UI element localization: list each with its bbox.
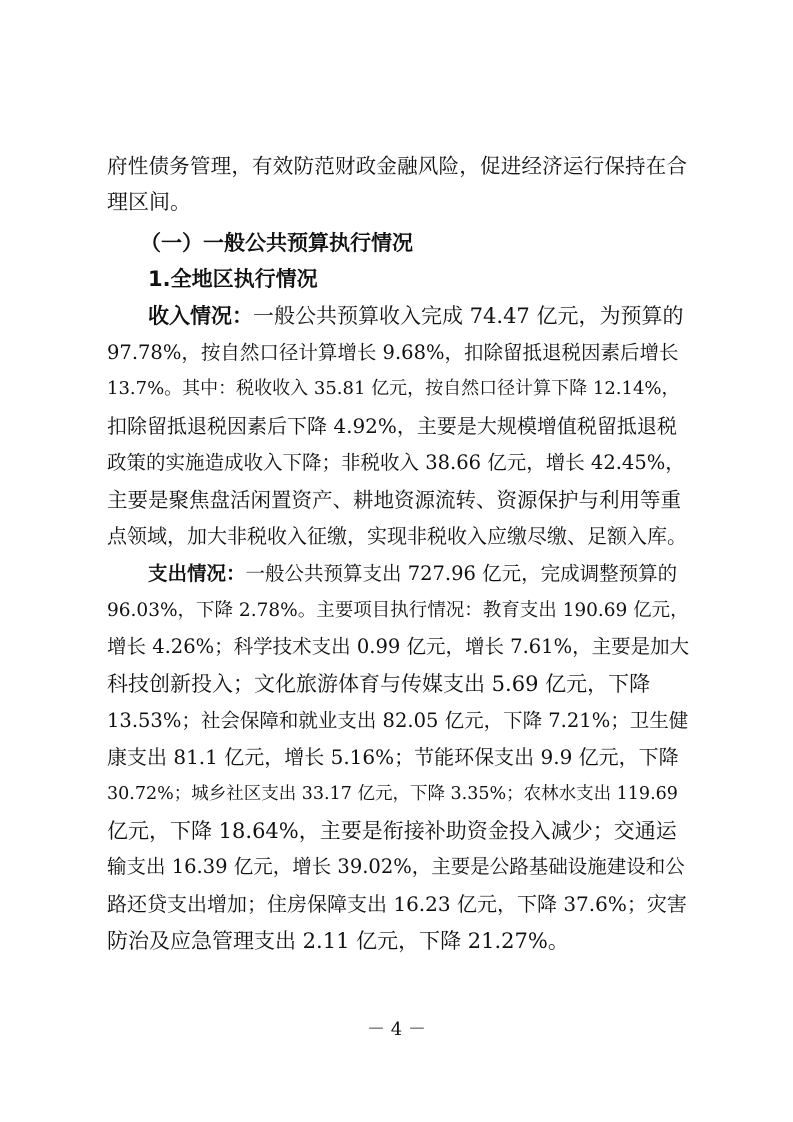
expenditure-line: 康支出 81.1 亿元，增长 5.16%；节能环保支出 9.9 亿元，下降 [107, 745, 679, 769]
income-line: 点领域，加大非税收入征缴，实现非税收入应缴尽缴、足额入库。 [107, 524, 687, 548]
expenditure-line: 96.03%，下降 2.78%。主要项目执行情况：教育支出 190.69 亿元， [107, 600, 689, 621]
subsection-heading: 1.全地区执行情况 [148, 267, 318, 291]
expenditure-line: 增长 4.26%；科学技术支出 0.99 亿元，增长 7.61%，主要是加大 [107, 635, 690, 658]
paragraph-line: 府性债务管理，有效防范财政金融风险，促进经济运行保持在合 [107, 154, 687, 178]
expenditure-text: 一般公共预算支出 727.96 亿元，完成调整预算的 [245, 562, 678, 585]
income-line-first [148, 302, 683, 330]
income-label: 收入情况： [148, 304, 253, 328]
income-line: 主要是聚焦盘活闲置资产、耕地资源流转、资源保护与利用等重 [107, 488, 681, 512]
expenditure-line: 路还贷支出增加；住房保障支出 16.23 亿元，下降 37.6%；灾害 [107, 892, 687, 916]
income-text: 一般公共预算收入完成 74.47 亿元，为预算的 [253, 304, 684, 328]
expenditure-label: 支出情况： [148, 562, 246, 585]
expenditure-line: 科技创新投入；文化旅游体育与传媒支出 5.69 亿元，下降 [107, 672, 651, 696]
expenditure-line: 亿元，下降 18.64%，主要是衔接补助资金投入减少；交通运 [107, 819, 677, 843]
income-line: 扣除留抵退税因素后下降 4.92%，主要是大规模增值税留抵退税 [107, 414, 677, 438]
expenditure-line-first [148, 560, 677, 588]
expenditure-line: 30.72%；城乡社区支出 33.17 亿元，下降 3.35%；农林水支出 119.69 [107, 784, 678, 804]
expenditure-line: 防治及应急管理支出 2.11 亿元，下降 21.27%。 [107, 929, 569, 953]
section-heading: （一）一般公共预算执行情况 [140, 231, 413, 255]
expenditure-line: 输支出 16.39 亿元，增长 39.02%，主要是公路基础设施建设和公 [107, 855, 685, 878]
income-line: 政策的实施造成收入下降；非税收入 38.66 亿元，增长 42.45%， [107, 451, 685, 474]
paragraph-line: 理区间。 [107, 190, 191, 214]
income-line: 13.7%。其中：税收收入 35.81 亿元，按自然口径计算下降 12.14%， [107, 378, 680, 399]
expenditure-line: 13.53%；社会保障和就业支出 82.05 亿元，下降 7.21%；卫生健 [107, 709, 689, 732]
income-line: 97.78%，按自然口径计算增长 9.68%，扣除留抵退税因素后增长 [107, 341, 679, 364]
page-number: － 4 － [367, 1019, 426, 1040]
